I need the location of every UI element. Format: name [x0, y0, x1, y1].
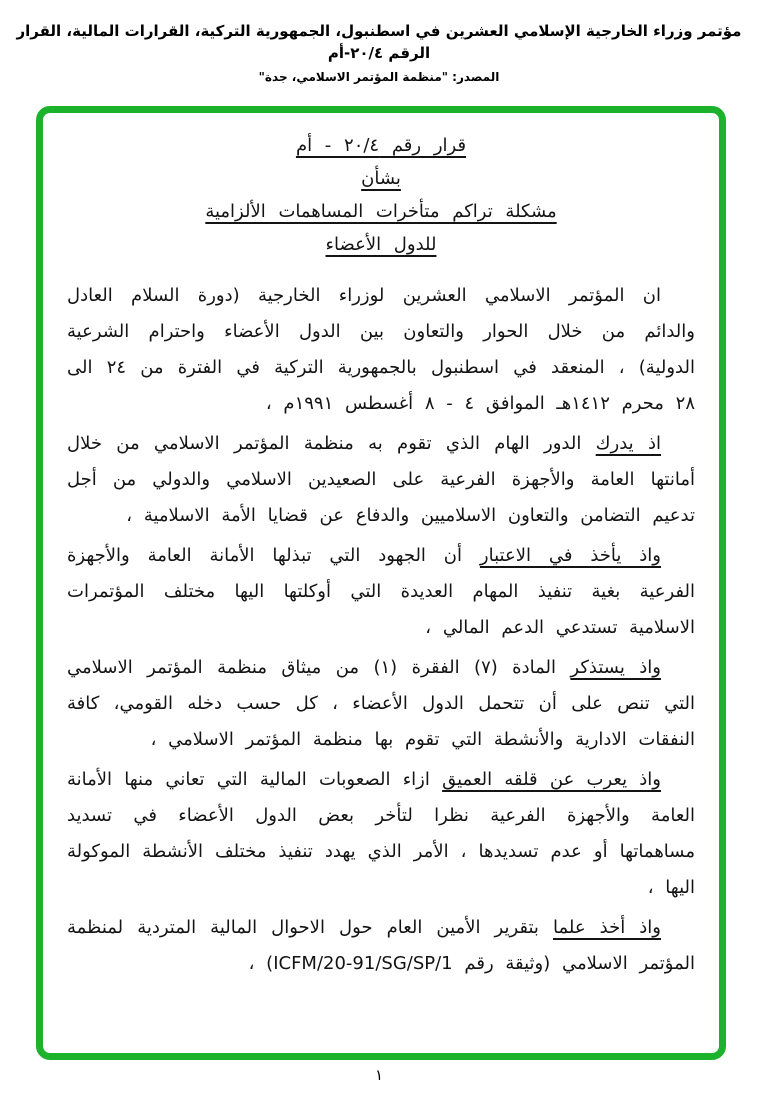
paragraph-text: المادة (٧) الفقرة (١) من ميثاق منظمة المؤتمر الاسلامي التي تنص على أن تتحمل الدول الأعضاء ، كل حسب دخله القومي، كافة النفقات الادارية والأنشطة التي تقوم بها منظمة المؤتمر الاسلامي ،: [67, 657, 695, 750]
paragraph-taking-note: [67, 910, 695, 982]
paragraph-lead: واذ يعرب عن قلقه العميق: [442, 769, 661, 790]
resolution-title-block: [67, 129, 695, 261]
paragraph-text: بتقرير الأمين العام حول الاحوال المالية المتردية لمنظمة المؤتمر الاسلامي (وثيقة رقم ICFM/20-91/SG/SP/1) ،: [67, 917, 695, 974]
green-border-frame: [36, 106, 726, 1060]
paragraph-lead: واذ يستذكر: [570, 657, 661, 678]
resolution-subject-word: بشأن: [361, 168, 401, 189]
resolution-subject-line2: للدول الأعضاء: [325, 234, 437, 255]
header-title-line: مؤتمر وزراء الخارجية الإسلامي العشرين في اسطنبول، الجمهورية التركية، القرارات المالية، القرار الرقم ٢٠/٤-أم: [16, 22, 742, 62]
resolution-document: [67, 129, 695, 982]
paragraph-preamble: [67, 278, 695, 422]
page-number: ١: [374, 1066, 384, 1084]
paragraph-lead: واذ أخذ علما: [553, 917, 661, 938]
page-header: [0, 20, 758, 86]
paragraph-text: أن الجهود التي تبذلها الأمانة العامة والأجهزة الفرعية بغية تنفيذ المهام العديدة التي أوكلتها اليها مختلف المؤتمرات الاسلامية تستدعي الدعم المالي ،: [67, 545, 695, 638]
resolution-body: [67, 278, 695, 982]
resolution-number-title: قرار رقم ٢٠/٤ - أم: [295, 135, 467, 156]
paragraph-recognizing: [67, 426, 695, 534]
paragraph-taking-into-account: [67, 538, 695, 646]
paragraph-text: ازاء الصعوبات المالية التي تعاني منها الأمانة العامة والأجهزة الفرعية نظرا لتأخر بعض الدول الأعضاء في تسديد مساهماتها أو عدم تسديدها ، الأمر الذي يهدد تنفيذ مختلف الأنشطة الموكولة اليها ،: [67, 769, 695, 898]
paragraph-recalling: [67, 650, 695, 758]
paragraph-expressing-concern: [67, 762, 695, 906]
paragraph-lead: واذ يأخذ في الاعتبار: [479, 545, 661, 566]
header-source-line: المصدر: "منظمة المؤتمر الاسلامي، جدة": [258, 70, 500, 84]
resolution-subject-line: مشكلة تراكم متأخرات المساهمات الألزامية: [205, 201, 557, 222]
paragraph-text: الدور الهام الذي تقوم به منظمة المؤتمر الاسلامي من خلال أمانتها العامة والأجهزة الفرعية على الصعيدين الاسلامي والدولي من أجل تدعيم التضامن والتعاون الاسلاميين والدفاع عن قضايا الأمة الاسلامية ،: [67, 433, 695, 526]
paragraph-lead: اذ يدرك: [595, 433, 661, 454]
paragraph-text: ان المؤتمر الاسلامي العشرين لوزراء الخارجية (دورة السلام العادل والدائم من خلال الحوار والتعاون بين الدول الأعضاء واحترام الشرعية الدولية) ، المنعقد في اسطنبول بالجمهورية التركية في الفترة من ٢٤ الى ٢٨ محرم ١٤١٢هـ الموافق ٤ - ٨ أغسطس ١٩٩١م ،: [67, 285, 695, 414]
